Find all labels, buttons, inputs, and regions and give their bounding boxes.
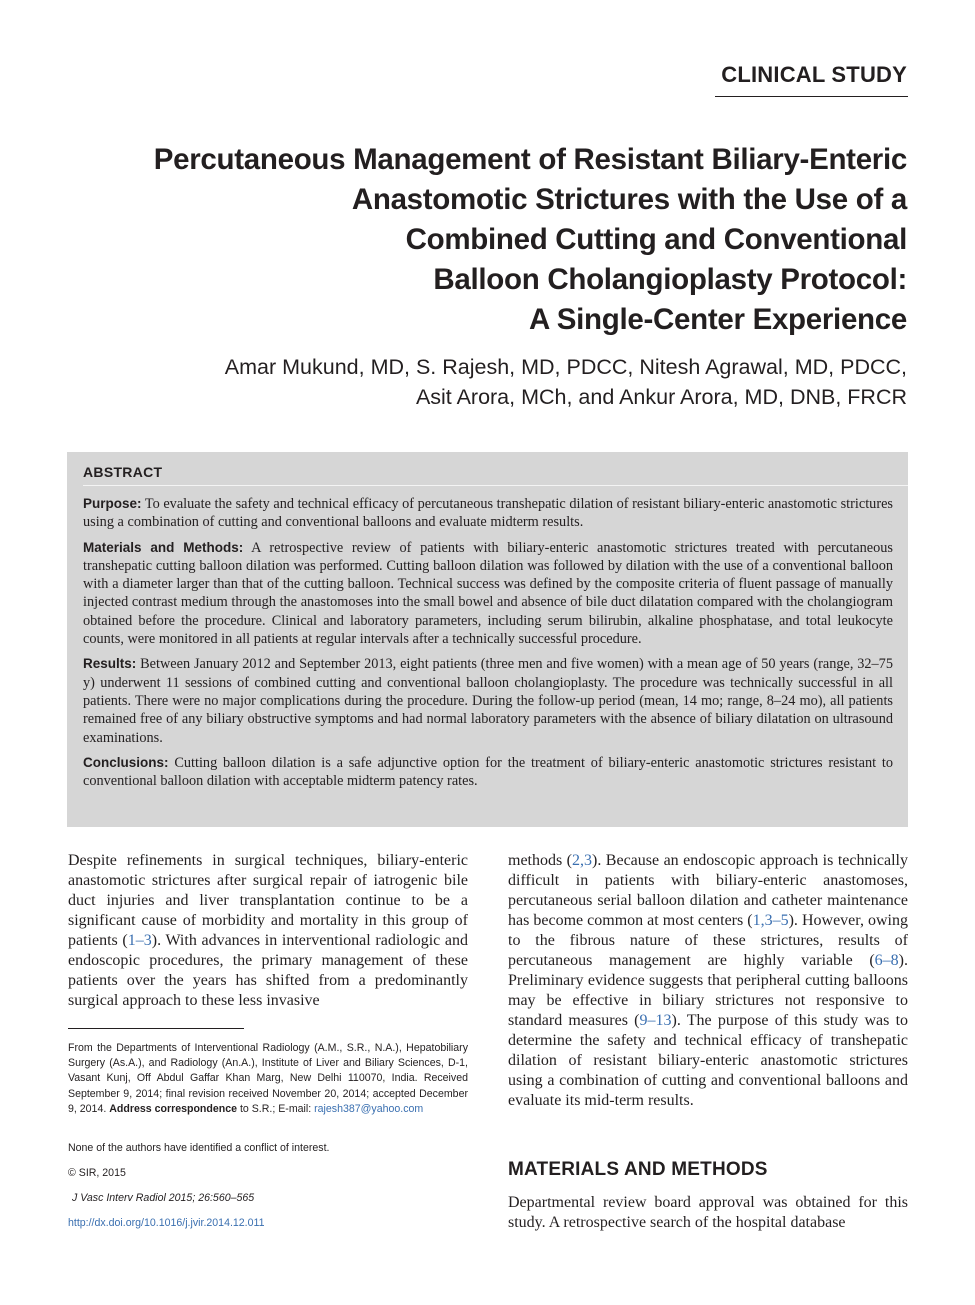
body-text: methods ( [508, 852, 573, 869]
abstract-body [83, 495, 893, 797]
author-line: Asit Arora, MCh, and Ankur Arora, MD, DNB, FRCR [415, 385, 907, 409]
abstract-heading: ABSTRACT [83, 464, 163, 480]
abstract-results [83, 655, 893, 746]
affiliation-footnote [68, 1041, 468, 1117]
article-title [47, 140, 907, 340]
title-line: Anastomotic Strictures with the Use of a [351, 183, 907, 216]
body-text: ). With advances in interventional radiologic and endoscopic procedures, the primary management of these patients over the years has shifted from a predominantly surgical approach to these less invasive [68, 932, 469, 1009]
body-text: ). Preliminary evidence suggests that peripheral cutting balloons may be effective in biliary strictures not responsive to standard measures ( [508, 952, 908, 1029]
author-line: Amar Mukund, MD, S. Rajesh, MD, PDCC, Nitesh Agrawal, MD, PDCC, [224, 355, 907, 379]
body-text: ). Because an endoscopic approach is technically difficult in patients with biliary-enteric anastomoses, percutaneous serial balloon dilation and catheter maintenance has become common at most centers ( [508, 852, 909, 929]
title-line: A Single-Center Experience [528, 303, 907, 336]
footnote-divider [68, 1028, 244, 1029]
abstract-section-text: Cutting balloon dilation is a safe adjunctive option for the treatment of biliary-enteric anastomotic strictures resistant to conventional balloon dilation with acceptable midterm patency rates. [83, 754, 893, 790]
abstract-section-text: A retrospective review of patients with biliary-enteric anastomotic strictures treated with percutaneous transhepatic cutting balloon dilation was performed. Cutting balloon dilation was followed by dilation with the use of a conventional balloon with a diameter larger than that of the cutting balloon. Technical success was defined by the composite criteria of fluent passage of manually injected contrast medium through the anastomoses into the small bowel and absence of bile duct dilatation compared with the cholangiogram obtained before the procedure. Clinical and laboratory parameters, including serum bilirubin, alkaline phosphatase, and total leukocyte counts, were monitored in all patients at regular intervals after a technically successful procedure. [83, 539, 893, 648]
author-list [47, 352, 907, 412]
abstract-section-label: Conclusions: [83, 754, 169, 770]
section-label: CLINICAL STUDY [721, 62, 907, 87]
section-divider [715, 96, 908, 97]
abstract-methods [83, 539, 893, 649]
reference-link[interactable]: 9–13 [639, 1012, 672, 1029]
journal-citation: J Vasc Interv Radiol 2015; 26:560–565 [72, 1192, 255, 1204]
abstract-section-label: Purpose: [83, 496, 142, 511]
reference-link[interactable]: 1–3 [127, 932, 152, 949]
correspondence-label: Address correspondence [109, 1102, 238, 1115]
body-text: Despite refinements in surgical techniques, biliary-enteric anastomotic strictures after surgical repair of iatrogenic bile duct injuries and liver transplantation continue to be a significant cause of morbidity and mortality in this group of patients ( [68, 852, 468, 949]
conflict-statement: None of the authors have identified a conflict of interest. [68, 1142, 330, 1154]
abstract-section-label: Results: [83, 656, 137, 672]
abstract-conclusions [83, 754, 893, 791]
correspondence-text: to S.R.; E-mail: [237, 1102, 315, 1115]
reference-link[interactable]: 2,3 [572, 852, 593, 869]
abstract-divider [83, 485, 908, 486]
body-text: ). The purpose of this study was to determine the safety and technical efficacy of transhepatic dilation of resistant biliary-enteric anastomotic strictures using a combination of cutting and conventional balloons and evaluate its mid-term results. [508, 1012, 909, 1109]
body-text: ). However, owing to the fibrous nature of these strictures, results of percutaneous management are highly variable ( [508, 912, 908, 969]
abstract-purpose [83, 495, 893, 532]
methods-paragraph: Departmental review board approval was obtained for this study. A retrospective search of the hospital database [508, 1194, 908, 1231]
reference-link[interactable]: 1,3–5 [752, 912, 789, 929]
title-line: Balloon Cholangioplasty Protocol: [433, 263, 907, 296]
abstract-section-text: Between January 2012 and September 2013, eight patients (three men and five women) with a mean age of 50 years (range, 32–75 y) underwent 11 sessions of combined cutting and conventional balloon cholangioplasty. The procedure was technically successful in all patients. There were no major complications during the procedure. During the follow-up period (mean, 14 mo; range, 8–24 mo), all patients remained free of any biliary obstructive symptoms and had normal laboratory parameters with the absence of biliary dilatation on ultrasound examinations. [83, 656, 893, 746]
reference-link[interactable]: 6–8 [874, 952, 899, 969]
intro-paragraph [68, 851, 468, 1011]
intro-right-column [508, 851, 908, 1111]
intro-paragraph-continued [508, 851, 908, 1111]
title-line: Combined Cutting and Conventional [405, 223, 907, 256]
abstract-section-text: To evaluate the safety and technical efficacy of percutaneous transhepatic dilation of resistant biliary-enteric anastomotic strictures using a combination of cutting and conventional balloons and evaluate midterm results. [83, 496, 893, 531]
affiliation-text: From the Departments of Interventional Radiology (A.M., S.R., N.A.), Hepatobiliary Surgery (As.A.), and Radiology (An.A.), Institute of Liver and Biliary Sciences, D-1, Vasant Kunj, Off Abdul Gaffar Khan Marg, New Delhi 110070, India. Received September 9, 2014; final revision received November 20, 2014; accepted December 9, 2014. [68, 1042, 468, 1115]
doi-link[interactable]: http://dx.doi.org/10.1016/j.jvir.2014.12.011 [68, 1217, 265, 1229]
abstract-box [67, 452, 908, 827]
email-link[interactable]: rajesh387@yahoo.com [314, 1102, 424, 1115]
intro-left-column [68, 851, 468, 1011]
methods-heading: MATERIALS AND METHODS [508, 1159, 768, 1180]
copyright-notice: © SIR, 2015 [68, 1167, 126, 1179]
title-line: Percutaneous Management of Resistant Biliary-Enteric [153, 143, 907, 176]
abstract-section-label: Materials and Methods: [83, 539, 244, 555]
methods-body [508, 1193, 908, 1233]
